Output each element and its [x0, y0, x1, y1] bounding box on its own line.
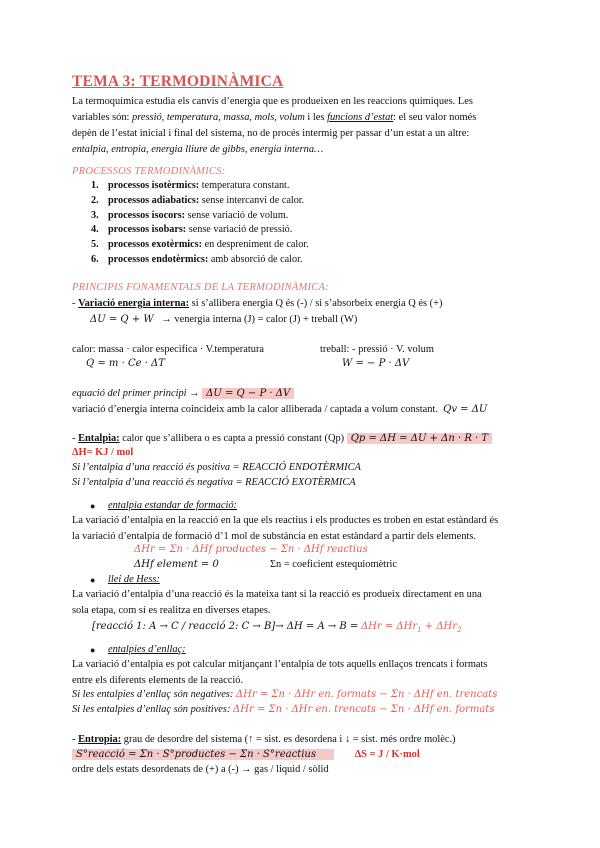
intro-line-3: depèn de l’estat inicial i final del sistema, no de procés intermig per passar d’un estat a un altre: [72, 128, 470, 139]
enllac-negatives: Si les entalpies d’enllaç són negatives: ΔHr = Σn · ΔHr en. formats − Σn · ΔHf en. trencats [72, 689, 498, 700]
entalpia-units: ΔH= KJ / mol [72, 447, 134, 458]
enllac-heading: entalpies d’enllaç: [108, 644, 186, 655]
coeficient-text: Σn = coeficient estequiomètric [270, 559, 398, 570]
list-item: 4. processos isobars: sense variació de pressió. [91, 224, 293, 236]
list-item: 3. processos isocors: sense variació de volum. [91, 209, 289, 221]
entalpia-line: - Entalpia: calor que s’allibera o es capta a pressió constant (Qp) Qp = ΔH = ΔU + Δn · R · T [72, 432, 492, 446]
list-item: 6. processos endotèrmics: amb absorció de calor. [91, 253, 303, 265]
section-heading-principis: PRINCIPIS FONAMENTALS DE LA TERMODINÀMICA: [72, 282, 329, 293]
treball-text: treball: - pressió · V. volum [320, 344, 434, 355]
bullet-icon: ● [90, 645, 96, 655]
equation-treball: W = − P · ΔV [342, 358, 410, 369]
entalpia-exotermica: Si l’entalpia d’una reacció és negativa = REACCIÓ EXOTÈRMICA [72, 477, 356, 488]
section-heading-processos: PROCESSOS TERMODINÀMICS: [72, 166, 226, 177]
enllac-positives: Si les entalpies d’enllaç són positives: ΔHr = Σn · ΔHr en. trencats − Σn · ΔHf en. formats [72, 704, 495, 715]
list-item: 1. processos isotèrmics: temperatura constant. [91, 180, 290, 191]
equation-element: ΔHf element = 0 [134, 559, 219, 570]
hess-heading: llei de Hess: [108, 574, 160, 585]
primer-principi-line: equació del primer principi → ΔU = Q − P · ΔV [72, 387, 294, 401]
energia-interna-line: - Variació energia interna: si s’allibera energia Q és (-) / si s’absorbeix energia Q és (+) [72, 298, 443, 309]
variacio-line: variació d’energia interna coincideix amb la calor alliberada / captada a volum constant. Qv = ΔU [72, 404, 488, 415]
processos-list [91, 179, 309, 268]
formacio-paragraph: La variació d’entalpia en la reacció en la que els reactius i els productes es troben en estat estàndard és la variació d’entalpia de formació d’1 mol de substància en estat estàndard a partir dels elements. [72, 515, 499, 542]
hess-paragraph: La variació d’entalpia d’una reacció és la mateixa tant si la reacció es produeix directament en una sola etapa, com si es realitza en diverses etapes. [72, 589, 482, 616]
entropia-ordre: ordre dels estats desordenats de (+) a (-) → gas / liquid / sòlid [72, 764, 329, 775]
intro-line-2: variables són: pressió, temperatura, massa, mols, volum i les funcions d’estat: el seu valor només [72, 112, 477, 123]
enllac-paragraph: La variació d’entalpia es pot calcular mitjançant l’entalpia de tots aquells enllaços trencats i formats entre els diferents elements de la reacció. [72, 659, 488, 686]
formacio-heading: entalpia estandar de formació: [108, 500, 238, 511]
equation-entropia: S°reacció = Σn · S°productes − Σn · S°reactius ΔS = J / K·mol [72, 748, 420, 762]
entropia-line: - Entropia: grau de desordre del sistema (↑ = sist. es desordena i ↓ = sist. més ordre molèc.) [72, 734, 456, 745]
entalpia-endotermica: Si l’entalpia d’una reacció és positiva = REACCIÓ ENDOTÈRMICA [72, 462, 361, 473]
bullet-icon: ● [90, 501, 96, 511]
intro-paragraph [72, 94, 528, 158]
list-item: 2. processos adiabatics: sense intercanvi de calor. [91, 194, 305, 206]
equation-calor: Q = m · Ce · ΔT [86, 358, 165, 369]
equation-energia-interna: ΔU = Q + W → venergia interna (J) = calor (J) + treball (W) [90, 314, 358, 325]
list-item: 5. processos exotèrmics: en despreniment de calor. [91, 239, 309, 251]
intro-line-1: La termoquímica estudia els canvis d’energia que es produeixen en les reaccions químiques. Les [72, 96, 473, 107]
equation-hess: [reacció 1: A → C / reacció 2: C → B]→ ΔH = A → B = ΔHr = ΔHr$_1$ + ΔHr$_2$ [92, 621, 462, 634]
page-title: TEMA 3: TERMODINÀMICA [72, 73, 284, 90]
intro-line-4: entalpia, entropia, energia lliure de gibbs, energia interna… [72, 144, 324, 155]
calor-text: calor: massa · calor especifica · V.temperatura [72, 344, 265, 355]
bullet-icon: ● [90, 575, 96, 585]
equation-formacio: ΔHr = Σn · ΔHf productes − Σn · ΔHf reactius [134, 544, 368, 555]
